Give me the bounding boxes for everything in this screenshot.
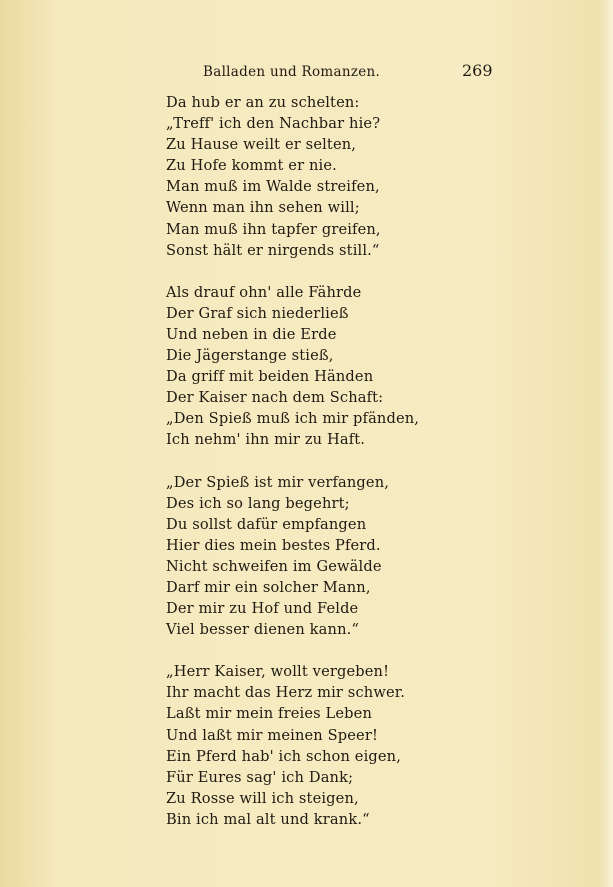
poem-line: Die Jägerstange stieß,: [166, 347, 334, 365]
poem-line: Der Kaiser nach dem Schaft:: [166, 389, 384, 407]
poem-line: Zu Hofe kommt er nie.: [166, 157, 337, 175]
poem-line: Wenn man ihn sehen will;: [166, 199, 360, 217]
poem-line: Des ich so lang begehrt;: [166, 494, 350, 512]
poem-line: Da hub er an zu schelten:: [166, 94, 360, 111]
page-number: 269: [462, 61, 493, 80]
poem-line: Zu Hause weilt er selten,: [166, 136, 357, 154]
stanza-2: [166, 282, 596, 451]
poem-line: Man muß im Walde streifen,: [166, 178, 380, 196]
poem-line: Laßt mir mein freies Leben: [166, 705, 372, 723]
poem-line: Der mir zu Hof und Felde: [166, 600, 359, 618]
poem-line: Du sollst dafür empfangen: [166, 515, 367, 533]
poem-line: Zu Rosse will ich steigen,: [166, 789, 359, 807]
stanza-1: [166, 92, 596, 261]
poem-line: Als drauf ohn' alle Fährde: [166, 283, 362, 301]
stanza-3: [166, 472, 596, 641]
poem-line: Sonst hält er nirgends still.“: [166, 241, 380, 259]
poem-line: Nicht schweifen im Gewälde: [166, 557, 382, 575]
poem-line: Darf mir ein solcher Mann,: [166, 578, 371, 596]
poem-line: „Der Spieß ist mir verfangen,: [166, 473, 390, 491]
running-head: Balladen und Romanzen.: [203, 64, 381, 80]
poem-line: Der Graf sich niederließ: [166, 304, 349, 322]
poem-line: Viel besser dienen kann.“: [166, 621, 360, 639]
poem-line: Für Eures sag' ich Dank;: [166, 768, 354, 786]
poem-line: „Den Spieß muß ich mir pfänden,: [166, 410, 420, 428]
poem-line: Hier dies mein bestes Pferd.: [166, 536, 381, 554]
poem-line: Bin ich mal alt und krank.“: [166, 810, 370, 828]
poem-line: Man muß ihn tapfer greifen,: [166, 220, 381, 238]
poem-line: Da griff mit beiden Händen: [166, 368, 374, 386]
stanza-4: [166, 661, 596, 830]
poem-line: Und neben in die Erde: [166, 325, 337, 343]
poem-line: Ich nehm' ihn mir zu Haft.: [166, 431, 366, 449]
poem-line: „Herr Kaiser, wollt vergeben!: [166, 663, 390, 681]
poem: [166, 92, 596, 851]
poem-line: „Treff' ich den Nachbar hie?: [166, 115, 381, 133]
page-edge-highlight: [599, 0, 613, 887]
poem-line: Ihr macht das Herz mir schwer.: [166, 684, 406, 702]
poem-line: Und laßt mir meinen Speer!: [166, 726, 378, 744]
poem-line: Ein Pferd hab' ich schon eigen,: [166, 747, 402, 765]
